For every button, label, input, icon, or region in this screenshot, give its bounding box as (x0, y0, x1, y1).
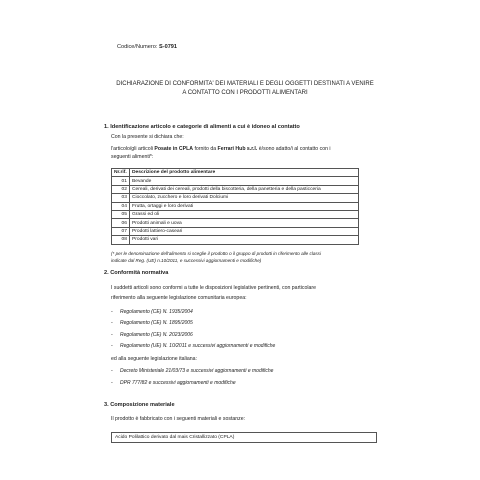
row-nr: 01 (112, 177, 130, 185)
eu-regulation-item: - Regolamento (CE) N. 2023/2006 (111, 332, 193, 338)
row-nr: 06 (112, 219, 130, 227)
code-value: S-0791 (158, 44, 178, 50)
row-nr: 03 (112, 194, 130, 202)
section-3-intro: Il prodotto è fabbricato con i seguenti materiali e sostanze: (111, 416, 246, 422)
row-desc: Grassi ed oli (130, 210, 359, 218)
section-1-note (111, 250, 391, 264)
row-desc: Frutta, ortaggi e loro derivati (130, 202, 359, 210)
document-code (117, 44, 177, 50)
row-desc: Cereali, derivati dei cereali, prodotti della biscotteria, della panetteria e della pasticceria (130, 185, 359, 193)
it-regulation-item: - Decreto Ministeriale 21/03/73 e successivi aggiornamenti e modifiche (111, 368, 274, 374)
row-desc: Prodotti vari (130, 236, 359, 244)
it-regulation-item: - DPR 777/82 e successivi aggiornamenti e modifiche (111, 380, 236, 386)
table-row (112, 227, 359, 235)
statement-part-b: fornito da (193, 146, 218, 152)
table-row (112, 210, 359, 218)
statement-company: Ferrari Hub s.r.l. (217, 146, 258, 152)
table-row (112, 194, 359, 202)
statement-part-a: l'articolo/gli articoli (111, 146, 155, 152)
eu-regulation-item: - Regolamento (CE) N. 1935/2004 (111, 309, 193, 315)
section-2-paragraph-1: I suddetti articoli sono conformi a tutte le disposizioni legislative pertinenti, con particolare (111, 285, 317, 291)
table-row (112, 202, 359, 210)
row-nr: 08 (112, 236, 130, 244)
row-nr: 04 (112, 202, 130, 210)
row-desc: Prodotti lattiero-caseari (130, 227, 359, 235)
note-line-1: (* per le denominazione dell'alimento si sceglie il prodotto o il gruppo di prodotti in riferimento alle classi (111, 251, 322, 256)
document-title (100, 80, 390, 98)
table-row (112, 236, 359, 244)
title-line-1: DICHIARAZIONE DI CONFORMITA' DEI MATERIALI E DEGLI OGGETTI DESTINATI A VENIRE (116, 81, 374, 87)
row-nr: 05 (112, 210, 130, 218)
header-description: Descrizione del prodotto alimentare (130, 169, 359, 177)
section-2-paragraph-2: riferimento alla seguente legislazione comunitaria europea: (111, 295, 247, 301)
statement-product: Posate in CPLA (154, 146, 194, 152)
row-nr: 07 (112, 227, 130, 235)
statement-part-c: è/sono adatto/i al contatto con i (257, 146, 331, 152)
table-row (112, 219, 359, 227)
row-desc: Bevande (130, 177, 359, 185)
section-2-heading: 2. Conformità normativa (104, 270, 169, 276)
code-label: Codice/Numero: (117, 44, 159, 50)
table-header-row (112, 169, 359, 177)
section-1-intro: Con la presente si dichiara che: (111, 134, 184, 140)
header-nr: Nr.rif. (112, 169, 130, 177)
table-row (112, 185, 359, 193)
table-row (112, 177, 359, 185)
section-3-heading: 3. Composizione materiale (104, 402, 175, 408)
material-box: Acido Polilattico derivato dal mais Cristallizzato (CPLA) (111, 432, 377, 443)
eu-regulation-item: - Regolamento (CE) N. 1895/2005 (111, 320, 193, 326)
section-2-italian-intro: ed alla seguente legislazione italiana: (111, 356, 197, 362)
row-desc: Prodotti animali e uova (130, 219, 359, 227)
food-category-table (111, 168, 359, 245)
section-1-heading: 1. Identificazione articolo e categorie di alimenti a cui è idoneo al contatto (104, 124, 300, 130)
eu-regulation-item: - Regolamento (UE) N. 10/2011 e successivi aggiornamenti e modifiche (111, 343, 276, 349)
section-1-statement-end: seguenti alimenti*: (111, 154, 154, 160)
note-line-2: indicate dal Reg. (UE) n.10/2011, e successivi aggiornamenti e modifiche) (111, 258, 262, 263)
row-desc: Cioccolato, zucchero e loro derivati Dolciumi (130, 194, 359, 202)
row-nr: 02 (112, 185, 130, 193)
title-line-2: A CONTATTO CON I PRODOTTI ALIMENTARI (182, 90, 308, 96)
